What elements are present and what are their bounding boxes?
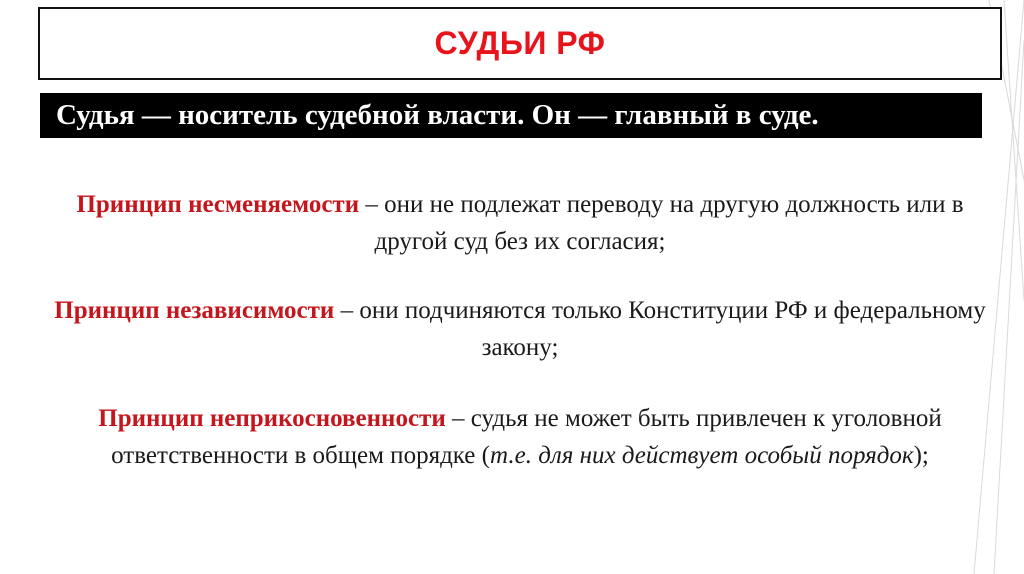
definition-banner: [40, 93, 982, 138]
principle-term: Принцип несменяемости: [76, 191, 360, 218]
principle-italic-note: т.е. для них действует особый порядок: [489, 442, 914, 469]
banner-text: Судья — носитель судебной власти. Он — главный в суде.: [56, 99, 819, 131]
principle-immunity: [40, 400, 1000, 474]
principle-term: Принцип независимости: [54, 297, 335, 324]
principle-text: – они не подлежат переводу на другую должность или в другой суд без их согласия;: [359, 191, 964, 255]
decorative-corner-lines: [934, 0, 1024, 574]
title-box: [38, 7, 1002, 80]
principle-irremovability: [40, 186, 1000, 260]
principle-independence: [40, 292, 1000, 366]
principle-text: – судья не может быть привлечен к уголовной ответственности в общем порядке (: [111, 405, 942, 469]
principle-text: – они подчиняются только Конституции РФ и федеральному закону;: [334, 297, 986, 361]
principle-tail: );: [913, 442, 929, 469]
principle-term: Принцип неприкосновенности: [98, 405, 446, 432]
slide-title: СУДЬИ РФ: [434, 25, 606, 61]
